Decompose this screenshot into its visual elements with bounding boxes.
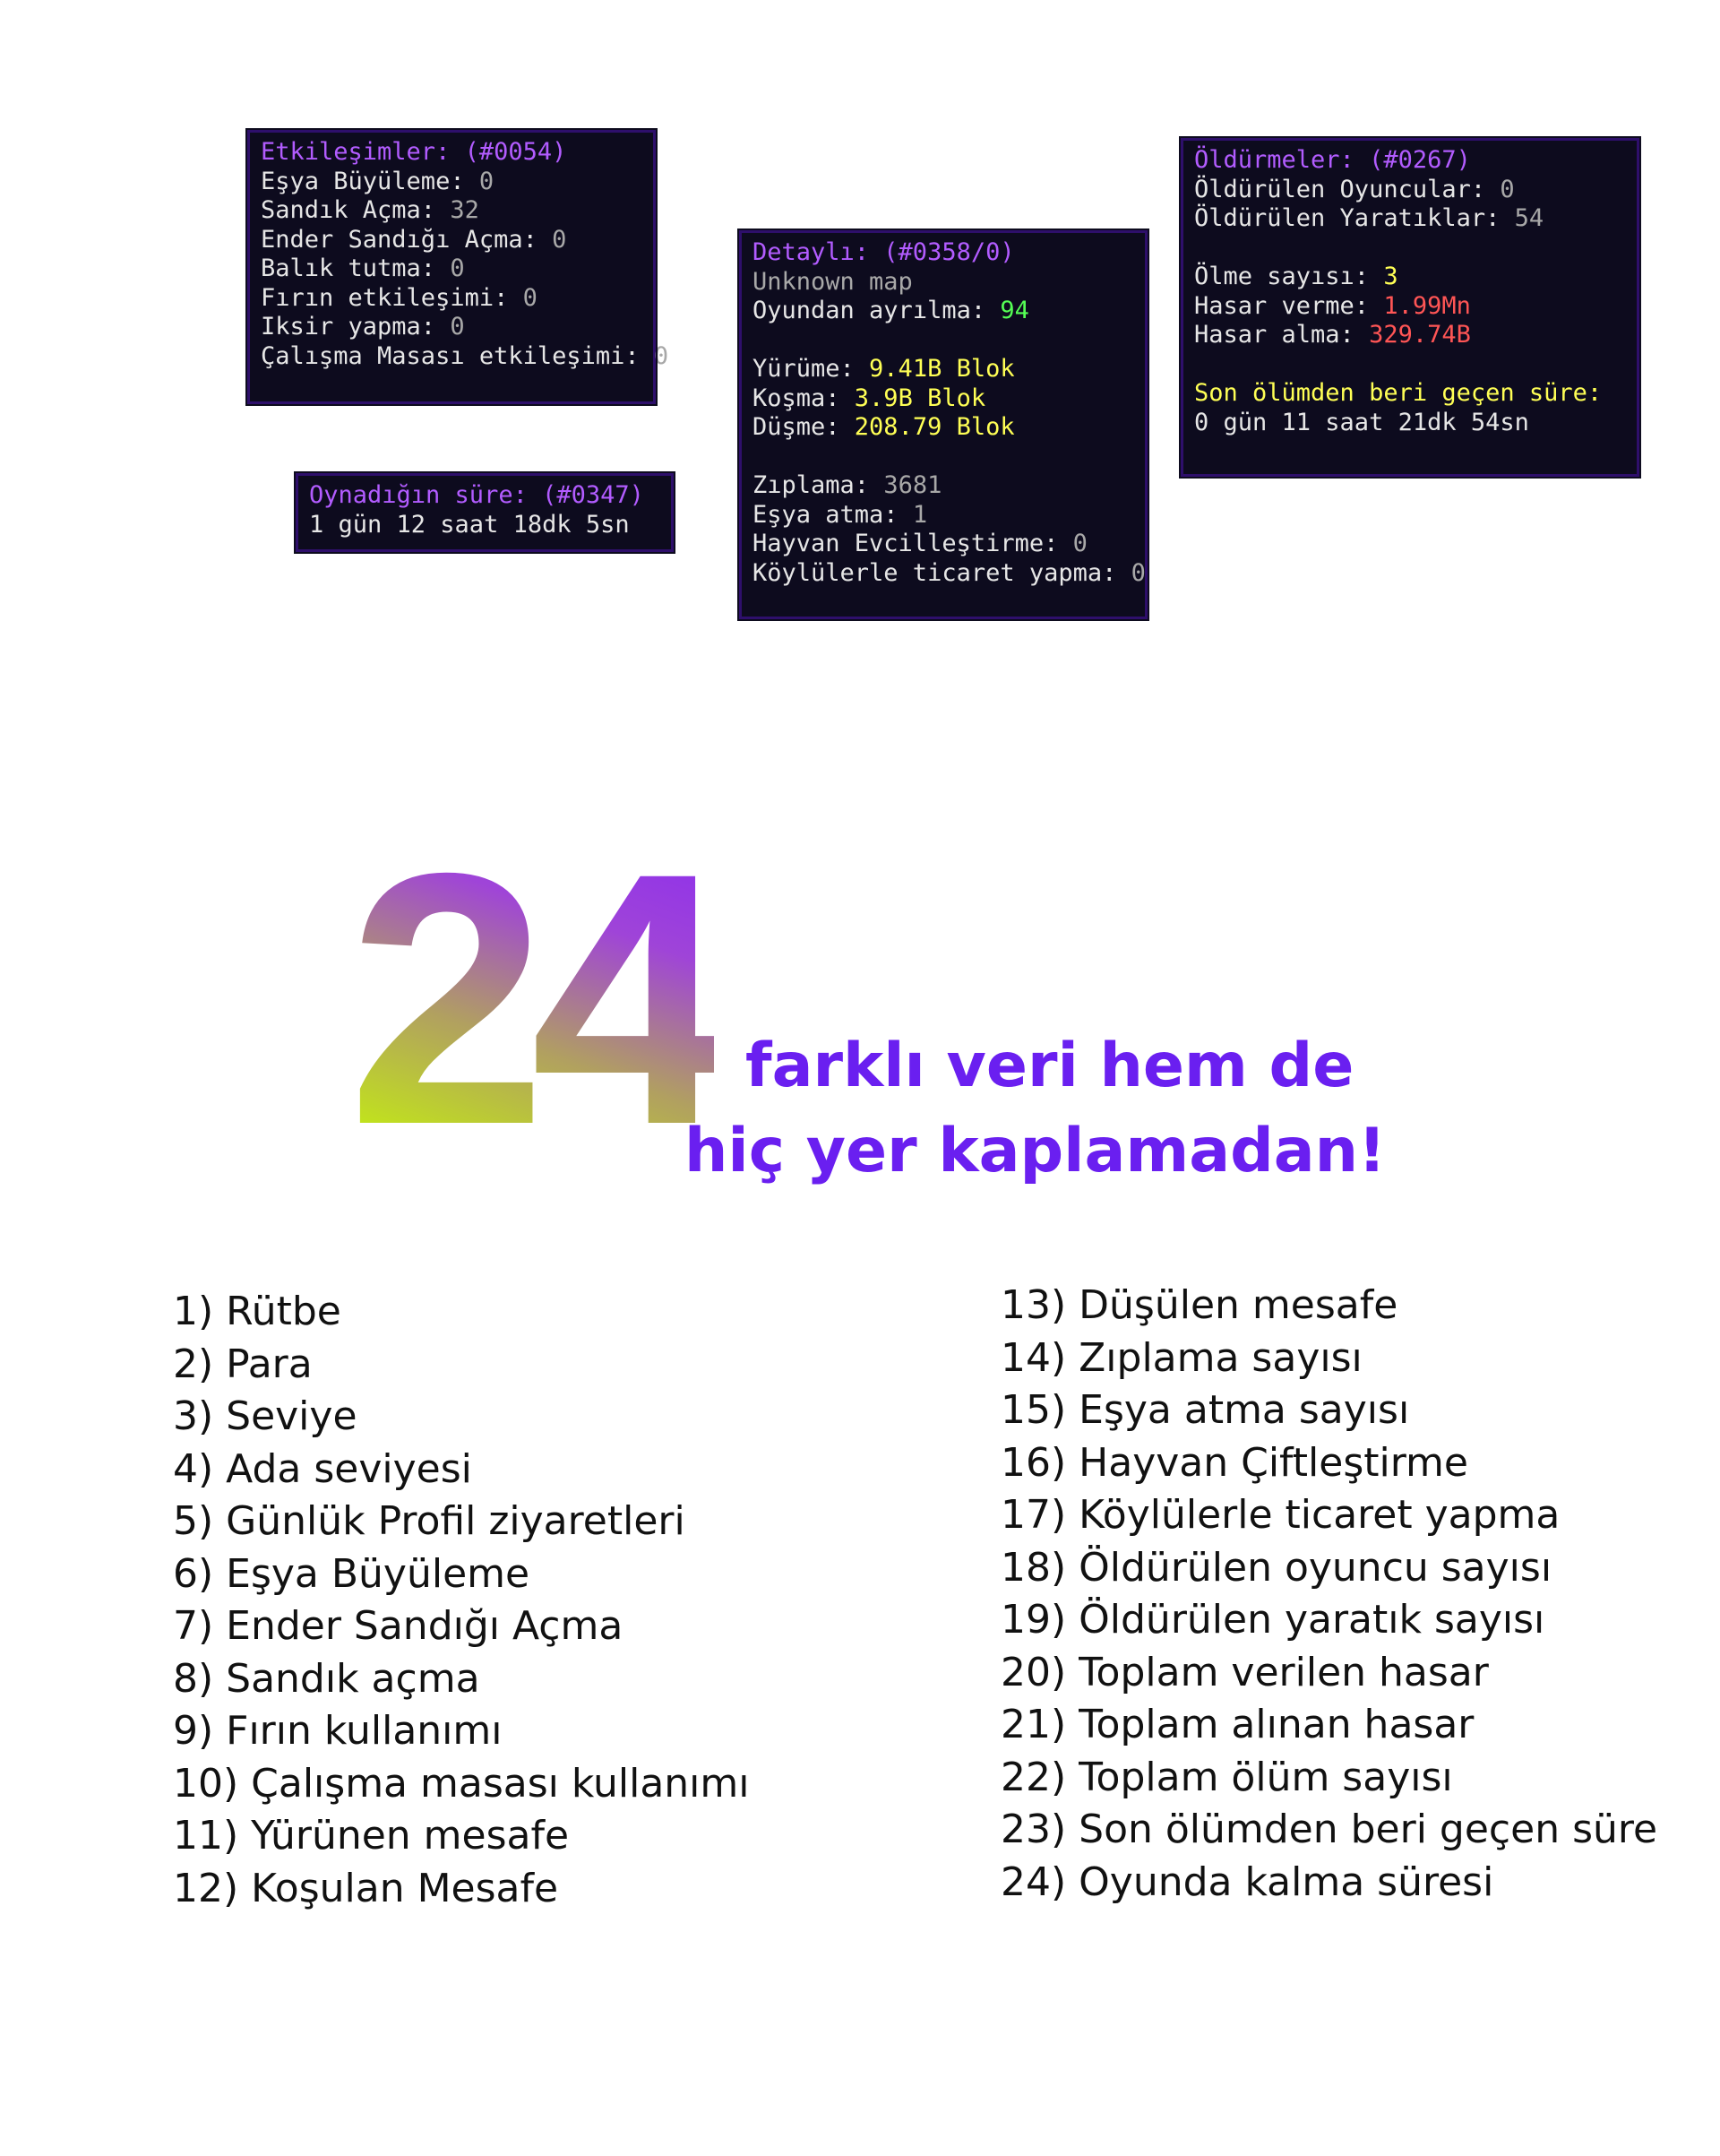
kills-dealt: Hasar verme: 1.99Mn <box>1194 291 1471 320</box>
kills-players: Öldürülen Oyuncular: 0 <box>1194 175 1515 203</box>
kills-title: Öldürmeler: (#0267) <box>1194 146 1471 174</box>
list-item: 5) Günlük Profil ziyaretleri <box>173 1498 685 1544</box>
details-map: Unknown map <box>752 267 913 296</box>
list-item: 11) Yürünen mesafe <box>173 1813 570 1858</box>
list-item: 4) Ada seviyesi <box>173 1445 472 1492</box>
interactions-row: Fırın etkileşimi: 0 <box>261 283 538 312</box>
headline-line1: farklı veri hem de <box>745 1031 1354 1101</box>
playtime-title: Oynadığın süre: (#0347) <box>309 481 644 509</box>
details-trade: Köylülerle ticaret yapma: 0 <box>752 558 1146 587</box>
list-item: 14) Zıplama sayısı <box>1001 1334 1363 1381</box>
list-item: 8) Sandık açma <box>173 1655 480 1702</box>
list-item: 6) Eşya Büyüleme <box>173 1550 530 1597</box>
kills-since-label: Son ölümden beri geçen süre: <box>1194 379 1603 407</box>
kills-tooltip <box>1181 138 1639 477</box>
list-item: 18) Öldürülen oyuncu sayısı <box>1001 1544 1552 1591</box>
details-fall: Düşme: 208.79 Blok <box>752 413 1015 441</box>
kills-deaths: Ölme sayısı: 3 <box>1194 263 1398 290</box>
list-item: 22) Toplam ölüm sayısı <box>1001 1754 1453 1800</box>
details-leave: Oyundan ayrılma: 94 <box>752 297 1029 324</box>
list-item: 24) Oyunda kalma süresi <box>1001 1858 1494 1905</box>
interactions-row: Ender Sandığı Açma: 0 <box>261 225 567 254</box>
list-item: 17) Köylülerle ticaret yapma <box>1001 1492 1561 1538</box>
list-item: 7) Ender Sandığı Açma <box>173 1603 624 1649</box>
list-item: 10) Çalışma masası kullanımı <box>173 1760 750 1807</box>
list-item: 2) Para <box>173 1341 313 1387</box>
list-item: 19) Öldürülen yaratık sayısı <box>1001 1597 1545 1643</box>
list-item: 13) Düşülen mesafe <box>1001 1282 1398 1328</box>
list-item: 21) Toplam alınan hasar <box>1001 1702 1475 1747</box>
details-drop: Eşya atma: 1 <box>752 500 928 529</box>
details-tooltip <box>739 230 1148 619</box>
interactions-tooltip <box>247 130 669 404</box>
headline-line2: hiç yer kaplamadan! <box>684 1116 1387 1186</box>
list-item: 20) Toplam verilen hasar <box>1001 1649 1489 1695</box>
details-jump: Zıplama: 3681 <box>752 471 942 499</box>
list-item: 16) Hayvan Çiftleştirme <box>1001 1439 1468 1486</box>
playtime-value: 1 gün 12 saat 18dk 5sn <box>309 510 630 539</box>
interactions-title: Etkileşimler: (#0054) <box>261 138 567 166</box>
interactions-row: Çalışma Masası etkileşimi: 0 <box>261 341 669 370</box>
kills-taken: Hasar alma: 329.74B <box>1194 321 1471 349</box>
list-item: 12) Koşulan Mesafe <box>173 1865 559 1911</box>
kills-mobs: Öldürülen Yaratıklar: 54 <box>1194 204 1544 232</box>
list-item: 15) Eşya atma sayısı <box>1001 1387 1410 1433</box>
interactions-row: Sandık Açma: 32 <box>261 196 479 224</box>
headline-number: 24 <box>348 798 714 1199</box>
list-item: 9) Fırın kullanımı <box>173 1708 503 1754</box>
details-run: Koşma: 3.9B Blok <box>752 384 986 412</box>
feature-list-right <box>1001 1280 1657 1909</box>
details-tame: Hayvan Evcilleştirme: 0 <box>752 530 1088 557</box>
interactions-row: Iksir yapma: 0 <box>261 313 465 341</box>
list-item: 3) Seviye <box>173 1393 357 1439</box>
list-item: 1) Rütbe <box>173 1289 341 1334</box>
interactions-row: Balık tutma: 0 <box>261 254 465 282</box>
details-walk: Yürüme: 9.41B Blok <box>752 355 1015 383</box>
interactions-row: Eşya Büyüleme: 0 <box>261 167 494 195</box>
playtime-tooltip <box>296 473 674 552</box>
list-item: 23) Son ölümden beri geçen süre <box>1001 1807 1658 1852</box>
details-title: Detaylı: (#0358/0) <box>752 238 1015 266</box>
kills-since-value: 0 gün 11 saat 21dk 54sn <box>1194 408 1529 436</box>
feature-list-left <box>173 1286 749 1915</box>
